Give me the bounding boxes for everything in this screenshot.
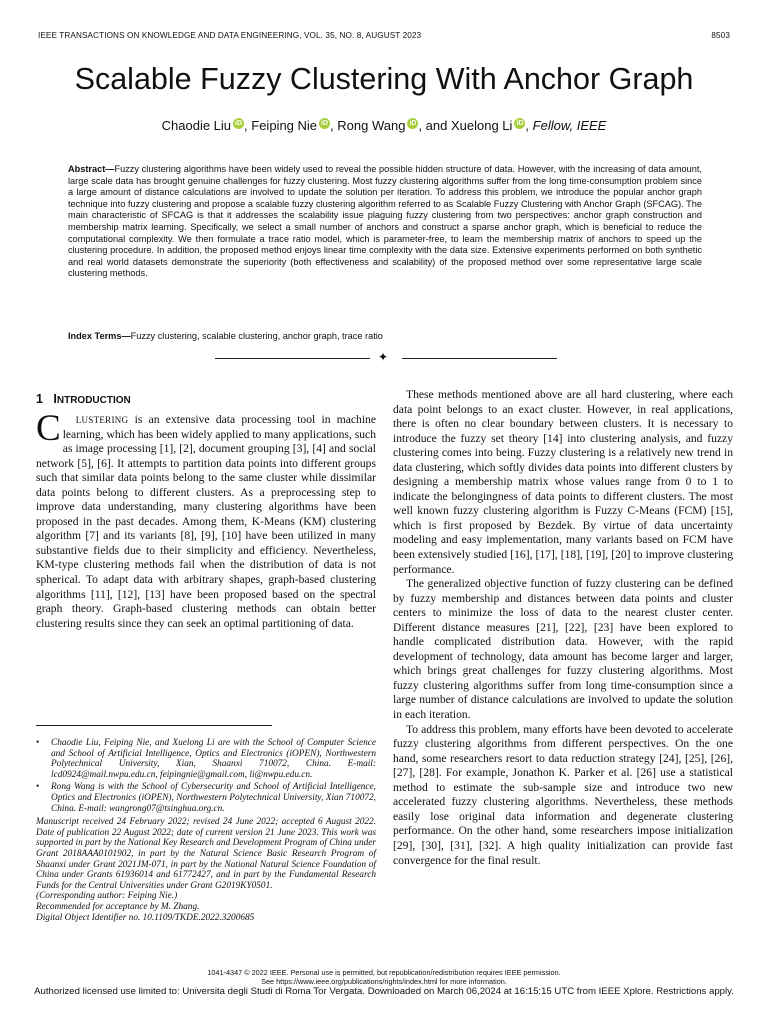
footnote-text: Chaodie Liu, Feiping Nie, and Xuelong Li are with the School of Computer Science and School of Artificial Intelligence, Optics and Electronics (iOPEN), Northwestern Polytechnical University, Xian, Shaanxi 710072, China. E-mail: lcd0924@mail.nwpu.edu.cn, feipingnie@gmail.com, li@nwpu.edu.cn. <box>51 738 376 780</box>
abstract-label: Abstract— <box>68 164 115 174</box>
copyright-notice <box>0 968 768 986</box>
orcid-icon[interactable]: iD <box>516 120 524 127</box>
bullet: • <box>36 738 40 748</box>
running-header: IEEE TRANSACTIONS ON KNOWLEDGE AND DATA ENGINEERING, VOL. 35, NO. 8, AUGUST 2023 <box>38 31 422 40</box>
section-title-rest: NTRODUCTION <box>56 395 131 406</box>
column-left <box>36 408 376 631</box>
paragraph <box>36 408 376 631</box>
footnote-rule <box>36 725 272 726</box>
copyright-link[interactable]: See https://www.ieee.org/publications/rights/index.html for more information. <box>261 977 507 986</box>
manuscript-info: Manuscript received 24 February 2022; revised 24 June 2022; accepted 6 August 2022. Date of publication 22 August 2022; date of current version 21 June 2023. This work was supported in part by the National Key Research and Development Program of China under Grant 2018AAA0101902, in part by the Natural Science Basic Research Program of Shaanxi under Grant 2021JM-071, in part by the National Natural Science Foundation of China under Grants 61936014 and 61772427, and in part by the Fundamental Research Funds for the Central Universities under Grant G2019KY0501. <box>36 817 376 891</box>
index-terms-label: Index Terms— <box>68 331 131 341</box>
orcid-icon[interactable]: iD <box>235 120 243 127</box>
corresponding-author: (Corresponding author: Feiping Nie.) <box>36 891 178 902</box>
index-terms <box>68 331 702 341</box>
footnote-item <box>36 738 376 780</box>
separator-diamond-icon: ✦ <box>378 350 389 364</box>
index-terms-text: Fuzzy clustering, scalable clustering, anchor graph, trace ratio <box>130 331 383 341</box>
orcid-icon[interactable]: iD <box>409 120 417 127</box>
author-fellow-title: Fellow, IEEE <box>532 118 607 133</box>
paragraph: These methods mentioned above are all hard clustering, where each data point belongs to an exact cluster. However, in real applications, there is often no clear boundary between clusters. It is necessary to introduce the fuzzy set theory [14] into clustering analysis, and fuzzy clustering comes into being. Fuzzy clustering is a relatively new trend in data clustering, which softly divides data points into different clusters by designing a membership matrix whose values range from 0 to 1 to indicate the belongingness of data points to different clusters. The most well known fuzzy clustering algorithm is Fuzzy C-Means (FCM) [15], which is first proposed by Bezdek. By virtue of data uncertainty modeling and easy implementation, many variants based on FCM have been extensively studied [16], [17], [18], [19], [20] to improve clustering performance. <box>393 388 733 576</box>
drop-cap: C <box>36 408 61 449</box>
paragraph: The generalized objective function of fuzzy clustering can be defined by fuzzy membership and distances between data points and cluster centers to minimize the loss of data to the nearest cluster center. Different distance measures [21], [22], [23] have been explored to handle complicated distribution data. However, with the rapid development of technology, data amount has become larger and larger, which brings great challenges for fuzzy clustering algorithms. Most fuzzy clustering algorithms suffer from long time-consumption since a large number of distance calculations are involved to update the solution in each iteration. <box>393 577 733 722</box>
footnote-item <box>36 782 376 814</box>
copyright-line: 1041-4347 © 2022 IEEE. Personal use is permitted, but republication/redistribution requires IEEE permission. <box>207 968 561 977</box>
recommended-by: Recommended for acceptance by M. Zhang. <box>36 901 200 912</box>
footnotes <box>36 738 376 923</box>
bullet: • <box>36 782 40 793</box>
page-number: 8503 <box>711 31 730 40</box>
abstract <box>68 164 702 280</box>
smallcaps-word: LUSTERING <box>75 415 129 425</box>
footnote-text: Rong Wang is with the School of Cybersecurity and School of Artificial Intelligence, Optics and Electronics (iOPEN), Northwestern Polytechnical University, Xian 710072, China. E-mail: wangrong07@tsinghua.org.cn. <box>51 782 376 814</box>
orcid-icon[interactable]: iD <box>321 120 329 127</box>
doi[interactable]: Digital Object Identifier no. 10.1109/TKDE.2022.3200685 <box>36 912 255 923</box>
author-name: Rong Wang <box>337 118 406 133</box>
section-title-initial: I <box>53 392 57 406</box>
section-heading <box>36 392 131 406</box>
author-name: and Xuelong Li <box>425 118 513 133</box>
author-list: Chaodie Liu iD , Feiping Nie iD , Rong Wang iD , and Xuelong Li iD , Fellow, IEEE <box>161 118 607 133</box>
abstract-text: Fuzzy clustering algorithms have been widely used to reveal the possible hidden structure of data. However, with the increasing of data amount, large scale data has brought genuine challenges for fuzzy clustering. Most fuzzy clustering algorithms suffer from the long time-consumption problem since a large amount of distance calculations are involved to update the solution per iteration. To address this problem, we introduce the popular anchor graph technique into fuzzy clustering and propose a scalable fuzzy clustering algorithm referred to as Scalable Fuzzy Clustering with Anchor Graph (SFCAG). The main characteristic of SFCAG is that it addresses the scalability issue plaguing fuzzy clustering from two perspectives: anchor graph construction and membership matrix learning. Specifically, we select a small number of anchors and construct a sparse anchor graph, which is beneficial to reduce the computational complexity. We then formulate a trace ratio model, which is parameter-free, to learn the membership matrix of anchors to speed up the clustering procedure. In addition, the proposed method enjoys linear time complexity with the data size. Extensive experiments performed on both synthetic and real world datasets demonstrate the superiority (both effectiveness and scalability) of the proposed method over some representative large scale clustering methods. <box>68 164 702 279</box>
paragraph: To address this problem, many efforts have been devoted to accelerate fuzzy clustering algorithms from different perspectives. On the one hand, some researchers resort to data reduction strategy [24], [25], [26], [27], [28]. For example, Jonathon K. Parker et al. [26] use a statistical method to estimate the sub-sample size and introduce two new accelerated fuzzy clustering algorithms. Nevertheless, these methods easily lose original data information and degenerate clustering performance. On the other hand, some researchers impose initialization [29], [30], [31], [32]. A high quality initialization can provide fast convergence for the final result. <box>393 722 733 867</box>
author-name: Chaodie Liu <box>161 118 232 133</box>
separator-rule-right <box>402 358 557 359</box>
paper-title: Scalable Fuzzy Clustering With Anchor Graph <box>74 62 694 96</box>
separator-rule-left <box>215 358 370 359</box>
author-name: Feiping Nie <box>251 118 318 133</box>
column-right <box>393 388 733 868</box>
license-footer: Authorized licensed use limited to: Universita degli Studi di Roma Tor Vergata. Downloaded on March 06,2024 at 16:15:15 UTC from IEEE Xplore. Restrictions apply. <box>34 986 734 997</box>
paragraph-text: is an extensive data processing tool in machine learning, which has been widely applied to many applications, such as image processing [1], [2], document grouping [3], [4] and social network [5], [6]. It attempts to partition data points into different groups such that similar data points belong to the same cluster while dissimilar data points belong to different clusters. As a preprocessing step to improve data understanding, many clustering algorithms have been proposed in the past decades. Among them, K-Means (KM) clustering algorithm [7] and its variants [8], [9], [10] have been utilized in many substantive fields due to their simplicity and efficiency. Nevertheless, KM-type clustering methods fail when the distribution of data is not spherical. To adapt data with arbitrary shapes, graph-based clustering algorithms [11], [12], [13] have been proposed based on the spectral graph theory. Graph-based clustering methods can obtain better clustering results since they can seek an optimal partitioning of data. <box>36 413 376 630</box>
section-number: 1 <box>36 392 43 406</box>
